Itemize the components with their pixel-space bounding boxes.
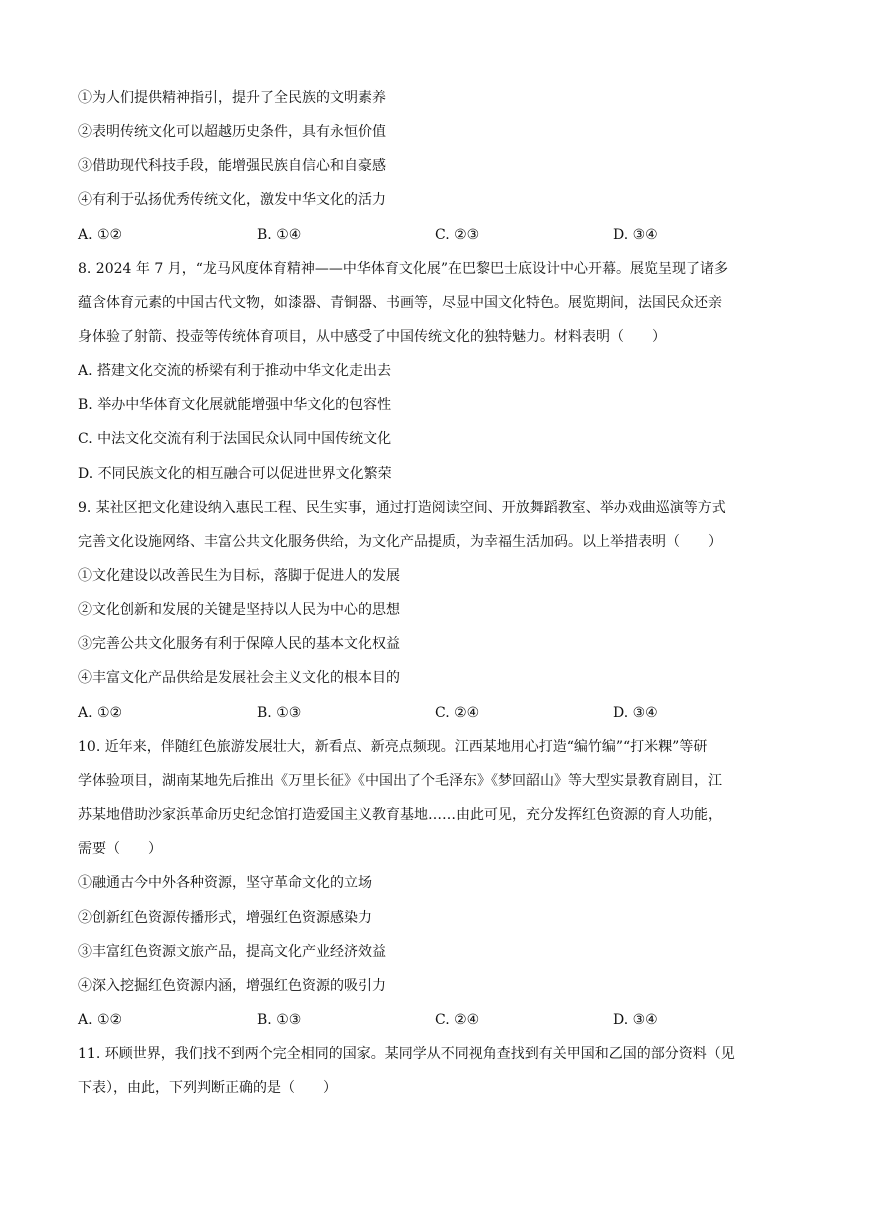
q8-choice-b: B. 举办中华体育文化展就能增强中华文化的包容性 [78, 397, 392, 413]
q9-item-4: ④丰富文化产品供给是发展社会主义文化的根本目的 [78, 670, 400, 686]
q10-options [78, 1011, 794, 1029]
q10-item-3: ③丰富红色资源文旅产品，提高文化产业经济效益 [78, 944, 386, 960]
q9-item-2: ②文化创新和发展的关键是坚持以人民为中心的思想 [78, 602, 400, 618]
q8-choice-d: D. 不同民族文化的相互融合可以促进世界文化繁荣 [78, 466, 392, 482]
q7-option-a: A. ①② [78, 227, 123, 243]
q10-stem-line-1: 10. 近年来，伴随红色旅游发展壮大，新看点、新亮点频现。江西某地用心打造“编竹编”“打米粿”等研 [78, 739, 708, 755]
q10-item-2: ②创新红色资源传播形式，增强红色资源感染力 [78, 910, 372, 926]
q7-item-1: ①为人们提供精神指引，提升了全民族的文明素养 [78, 90, 386, 106]
q7-option-d: D. ③④ [613, 227, 658, 243]
q11-stem-line-1: 11. 环顾世界，我们找不到两个完全相同的国家。某同学从不同视角查找到有关甲国和乙国的部分资料（见 [78, 1046, 735, 1062]
q7-option-b: B. ①④ [257, 227, 302, 243]
q9-item-3: ③完善公共文化服务有利于保障人民的基本文化权益 [78, 636, 400, 652]
q10-option-c: C. ②④ [435, 1012, 480, 1028]
q10-item-4: ④深入挖掘红色资源内涵，增强红色资源的吸引力 [78, 978, 386, 994]
q9-option-d: D. ③④ [613, 705, 658, 721]
q7-option-c: C. ②③ [435, 227, 480, 243]
q10-option-a: A. ①② [78, 1012, 123, 1028]
q8-stem-line-3: 身体验了射箭、投壶等传统体育项目，从中感受了中国传统文化的独特魅力。材料表明（ ） [78, 329, 666, 345]
q10-option-d: D. ③④ [613, 1012, 658, 1028]
q9-stem-line-2: 完善文化设施网络、丰富公共文化服务供给，为文化产品提质，为幸福生活加码。以上举措表明（ ） [78, 534, 722, 550]
q11-stem-line-2: 下表），由此，下列判断正确的是（ ） [78, 1080, 337, 1096]
q8-stem-line-2: 蕴含体育元素的中国古代文物，如漆器、青铜器、书画等，尽显中国文化特色。展览期间，法国民众还亲 [78, 295, 722, 311]
q10-stem-line-4: 需要（ ） [78, 841, 162, 857]
q9-item-1: ①文化建设以改善民生为目标，落脚于促进人的发展 [78, 568, 400, 584]
q9-option-b: B. ①③ [257, 705, 302, 721]
q9-stem-line-1: 9. 某社区把文化建设纳入惠民工程、民生实事，通过打造阅读空间、开放舞蹈教室、举办戏曲巡演等方式 [78, 500, 726, 516]
q8-choice-a: A. 搭建文化交流的桥梁有利于推动中华文化走出去 [78, 363, 392, 379]
q10-item-1: ①融通古今中外各种资源，坚守革命文化的立场 [78, 875, 372, 891]
q7-options [78, 226, 794, 244]
q7-item-4: ④有利于弘扬优秀传统文化，激发中华文化的活力 [78, 192, 386, 208]
q10-stem-line-2: 学体验项目，湖南某地先后推出《万里长征》《中国出了个毛泽东》《梦回韶山》等大型实景教育剧目，江 [78, 773, 722, 789]
q10-stem-line-3: 苏某地借助沙家浜革命历史纪念馆打造爱国主义教育基地……由此可见，充分发挥红色资源的育人功能， [78, 807, 722, 823]
q9-option-c: C. ②④ [435, 705, 480, 721]
q9-option-a: A. ①② [78, 705, 123, 721]
q7-item-3: ③借助现代科技手段，能增强民族自信心和自豪感 [78, 158, 386, 174]
q9-options [78, 704, 794, 722]
q10-option-b: B. ①③ [257, 1012, 302, 1028]
q8-choice-c: C. 中法文化交流有利于法国民众认同中国传统文化 [78, 431, 392, 447]
q8-stem-line-1: 8. 2024 年 7 月，“龙马风度体育精神——中华体育文化展”在巴黎巴士底设计中心开幕。展览呈现了诸多 [78, 261, 729, 277]
q7-item-2: ②表明传统文化可以超越历史条件，具有永恒价值 [78, 124, 386, 140]
